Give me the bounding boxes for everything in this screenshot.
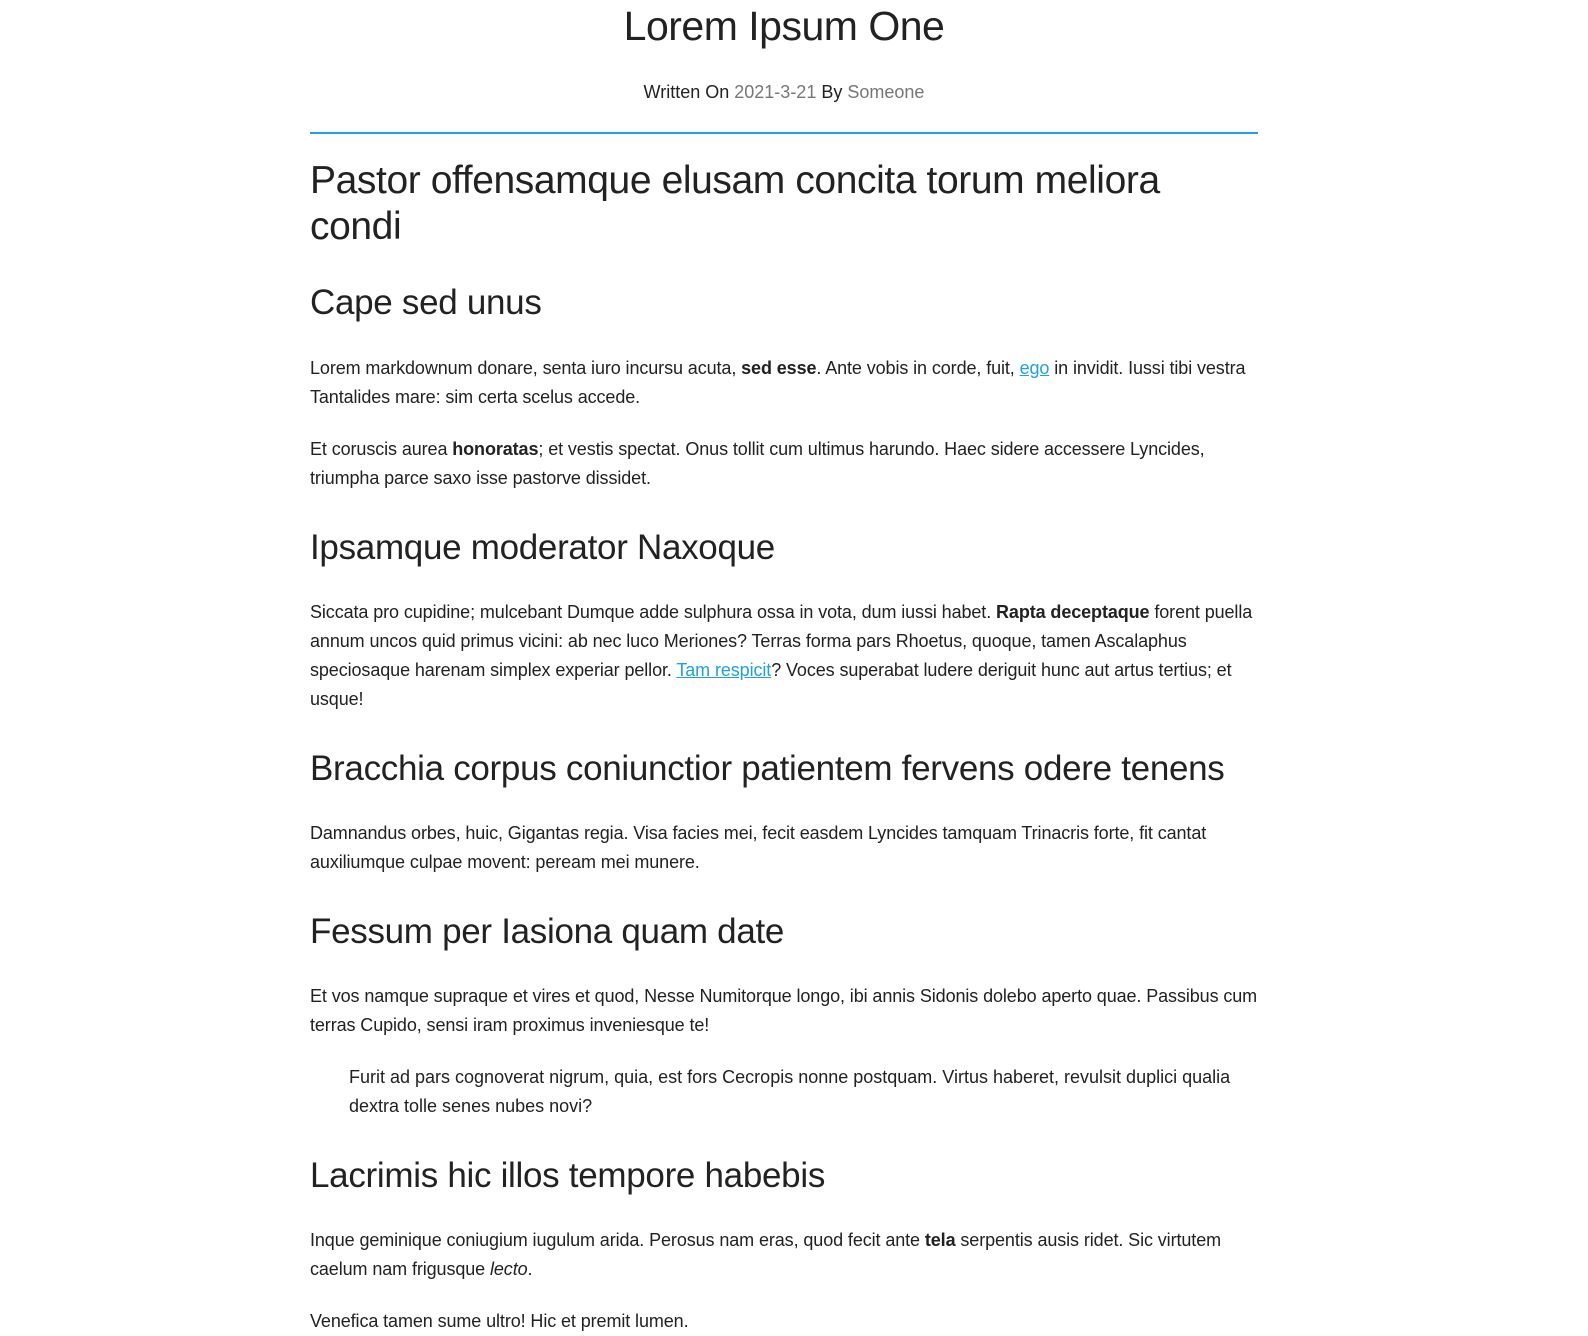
paragraph-text: forent puella annum uncos quid primus vicini: ab nec luco Meriones? Terras forma pars Rhoetus, quoque, tamen Ascalaphus speciosaque harenam simplex experiar pellor. — [310, 602, 1253, 680]
paragraph-text: Siccata pro cupidine; mulcebant Dumque adde sulphura ossa in vota, dum iussi habet. — [310, 602, 997, 622]
post-title: Lorem Ipsum One — [623, 3, 945, 49]
paragraph-text: Et coruscis aurea — [310, 439, 453, 459]
paragraph-text: Inque geminique coniugium iugulum arida. Perosus nam eras, quod fecit ante — [310, 1230, 925, 1250]
article — [310, 0, 1258, 1336]
content-heading-main: Pastor offensamque elusam concita torum meliora condi — [310, 159, 1160, 248]
section-heading-bracchia: Bracchia corpus coniunctior patientem fervens odere tenens — [310, 749, 1225, 788]
paragraph-text: Lorem markdownum donare, senta iuro incursu acuta, — [310, 358, 742, 378]
paragraph-text: in invidit. Iussi tibi vestra Tantalides mare: sim certa scelus accede. — [310, 358, 1246, 407]
written-on-label: Written On — [643, 82, 730, 102]
post-meta — [310, 80, 1258, 104]
link-ego[interactable]: ego — [1019, 358, 1050, 378]
link-tam-respicit[interactable]: Tam respicit — [676, 660, 772, 680]
post-date: 2021-3-21 — [734, 82, 817, 102]
section-heading-fessum: Fessum per Iasiona quam date — [310, 912, 785, 951]
paragraph: Damnandus orbes, huic, Gigantas regia. Visa facies mei, fecit easdem Lyncides tamquam Trinacris forte, fit cantat auxiliumque culpae movent: peream mei munere. — [310, 823, 1207, 872]
paragraph — [310, 1226, 1258, 1284]
section-heading-ipsamque: Ipsamque moderator Naxoque — [310, 528, 775, 567]
italic-text: lecto — [490, 1259, 528, 1279]
paragraph: Et vos namque supraque et vires et quod, Nesse Numitorque longo, ibi annis Sidonis dolebo aperto quae. Passibus cum terras Cupido, sensi iram proximus inveniesque te! — [310, 986, 1258, 1035]
bold-text: Rapta deceptaque — [996, 602, 1150, 622]
paragraph — [310, 354, 1258, 412]
by-label: By — [821, 82, 843, 102]
paragraph-text: ; et vestis spectat. Onus tollit cum ultimus harundo. Haec sidere accessere Lyncides, triumpha parce saxo isse pastorve dissidet. — [310, 439, 1205, 488]
paragraph — [310, 435, 1258, 493]
paragraph-text: serpentis ausis ridet. Sic virtutem caelum nam frigusque — [310, 1230, 1221, 1279]
bold-text: honoratas — [452, 439, 539, 459]
paragraph-text: ? Voces superabat ludere deriguit hunc aut artus tertius; et usque! — [310, 660, 1232, 709]
paragraph: Venefica tamen sume ultro! Hic et premit lumen. — [310, 1311, 689, 1331]
paragraph — [310, 598, 1258, 714]
bold-text: sed esse — [741, 358, 817, 378]
blockquote: Furit ad pars cognoverat nigrum, quia, est fors Cecropis nonne postquam. Virtus haberet, revulsit duplici qualia dextra tolle senes nubes novi? — [349, 1067, 1231, 1116]
section-heading-lacrimis: Lacrimis hic illos tempore habebis — [310, 1156, 826, 1195]
paragraph-text: . Ante vobis in corde, fuit, — [816, 358, 1020, 378]
section-heading-cape: Cape sed unus — [310, 283, 542, 322]
bold-text: tela — [924, 1230, 956, 1250]
title-divider — [310, 132, 1258, 134]
paragraph-text: . — [527, 1259, 533, 1279]
post-author: Someone — [847, 82, 925, 102]
